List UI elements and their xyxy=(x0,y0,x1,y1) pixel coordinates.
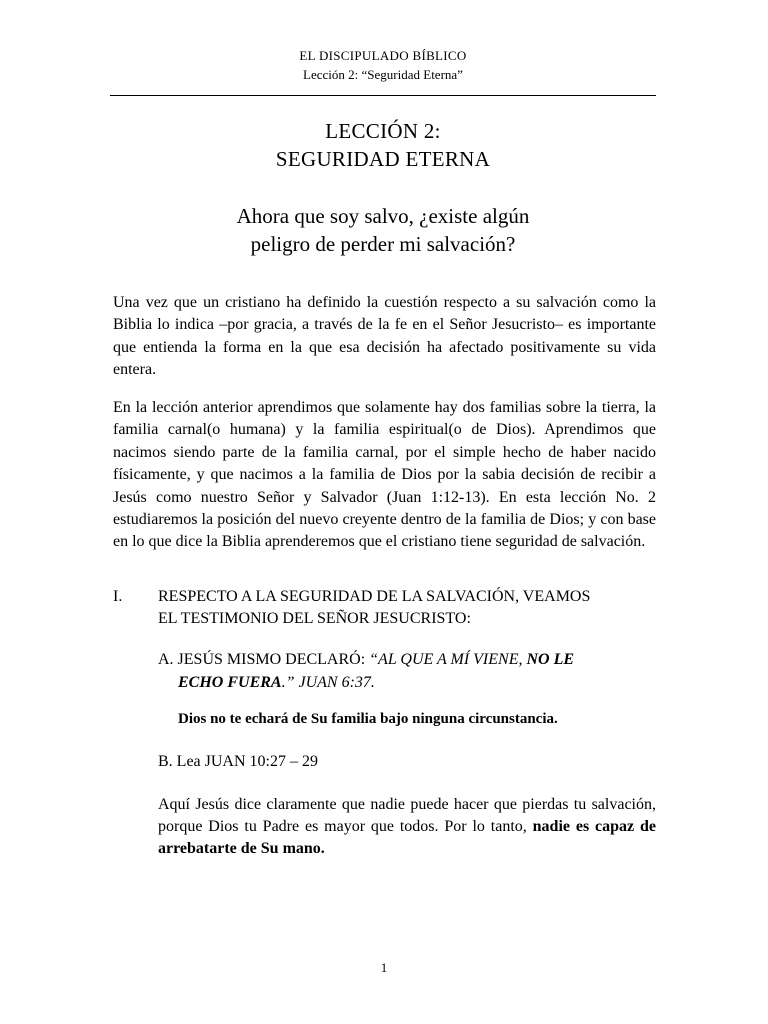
section-heading-line1: RESPECTO A LA SEGURIDAD DE LA SALVACIÓN, VEAMOS xyxy=(158,588,591,605)
item-b-paragraph-text: Aquí Jesús dice claramente que nadie puede hacer que pierdas tu salvación, porque Dios tu Padre es mayor que todos. Por lo tanto, xyxy=(158,796,656,835)
section-heading xyxy=(158,586,658,630)
lesson-title-line2: SEGURIDAD ETERNA xyxy=(275,147,491,171)
emphasis-statement: Dios no te echará de Su familia bajo ninguna circunstancia. xyxy=(178,711,558,727)
item-a-reference: .” JUAN 6:37. xyxy=(281,674,375,691)
section-number: I. xyxy=(113,588,123,605)
running-header-title: EL DISCIPULADO BÍBLICO xyxy=(299,48,467,63)
lesson-title-line1: LECCIÓN 2: xyxy=(325,119,441,143)
section-heading-line2: EL TESTIMONIO DEL SEÑOR JESUCRISTO: xyxy=(158,610,471,627)
header-rule xyxy=(110,95,656,96)
item-b-paragraph-bold: nadie es capaz de arrebatarte de Su mano. xyxy=(158,818,656,857)
item-b-paragraph xyxy=(158,794,656,860)
item-b: B. Lea JUAN 10:27 – 29 xyxy=(158,753,318,770)
lesson-question-line2: peligro de perder mi salvación? xyxy=(250,232,516,256)
item-a-quote-bold-2: ECHO FUERA xyxy=(178,674,282,691)
item-a-quote: “AL QUE A MÍ VIENE, xyxy=(369,651,527,668)
item-a-quote-bold: NO LE xyxy=(526,651,575,668)
item-a-lead: A. JESÚS MISMO DECLARÓ: xyxy=(158,651,370,668)
page-number: 1 xyxy=(380,960,388,975)
intro-paragraph-1: Una vez que un cristiano ha definido la cuestión respecto a su salvación como la Biblia lo indica –por gracia, a través de la fe en el Señor Jesucristo– es importante que entienda la forma en la que esa decisión ha afectado positivamente su vida entera. xyxy=(113,294,656,379)
item-a xyxy=(158,648,658,694)
running-header-subtitle: Lección 2: “Seguridad Eterna” xyxy=(303,67,463,82)
intro-paragraph-2: En la lección anterior aprendimos que solamente hay dos familias sobre la tierra, la familia carnal(o humana) y la familia espiritual(o de Dios). Aprendimos que nacimos siendo parte de la familia carnal, por el simple hecho de haber nacido físicamente, y que nacimos a la familia de Dios por la sabia decisión de recibir a Jesús como nuestro Señor y Salvador (Juan 1:12-13). En esta lección No. 2 estudiaremos la posición del nuevo creyente dentro de la familia de Dios; y con base en lo que dice la Biblia aprenderemos que el cristiano tiene seguridad de salvación. xyxy=(113,399,656,551)
lesson-question-line1: Ahora que soy salvo, ¿existe algún xyxy=(236,204,530,228)
